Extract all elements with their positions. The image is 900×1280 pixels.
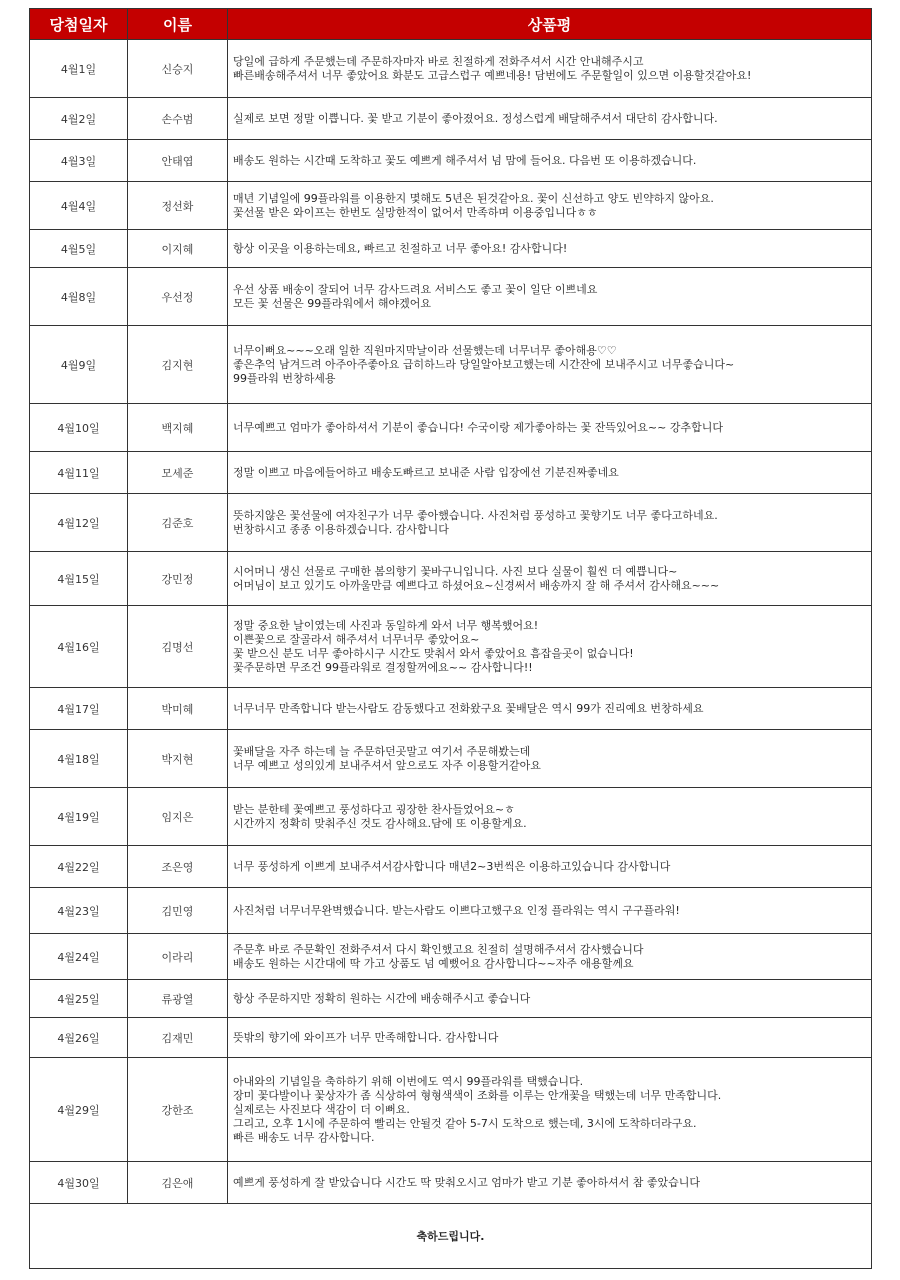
winner-name: 김민영 [128, 888, 228, 934]
congratulations-text: 축하드립니다. [30, 1204, 872, 1269]
review-line: 그리고, 오후 1시에 주문하여 빨리는 안될것 같아 5-7시 도착으로 했는데, 3시에 도착하더라구요. [233, 1116, 697, 1130]
winner-name: 박지현 [128, 730, 228, 788]
winner-name: 신승지 [128, 40, 228, 98]
winner-name: 이라리 [128, 934, 228, 980]
winner-name: 안태엽 [128, 140, 228, 182]
winner-name: 강민정 [128, 552, 228, 606]
review-text [228, 552, 872, 606]
review-line: 항상 이곳을 이용하는데요, 빠르고 친절하고 너무 좋아요! 감사합니다! [233, 241, 568, 255]
table-row [30, 846, 872, 888]
review-line: 당일에 급하게 주문했는데 주문하자마자 바로 친절하게 전화주셔서 시간 안내해주시고 [233, 54, 644, 68]
review-line: 빠른 배송도 너무 감사합니다. [233, 1130, 375, 1144]
winner-date: 4월26일 [30, 1018, 128, 1058]
winner-date: 4월12일 [30, 494, 128, 552]
winner-name: 정선화 [128, 182, 228, 230]
review-line: 매년 기념일에 99플라워를 이용한지 몇해도 5년은 된것같아요. 꽃이 신선하고 양도 빈약하지 않아요. [233, 191, 714, 205]
review-line: 실제로 보면 정말 이쁩니다. 꽃 받고 기분이 좋아졌어요. 정성스럽게 배달해주셔서 대단히 감사합니다. [233, 111, 718, 125]
review-line: 배송도 원하는 시간때 도착하고 꽃도 예쁘게 해주셔서 넘 맘에 들어요. 다음번 또 이용하겠습니다. [233, 153, 697, 167]
review-line: 정말 중요한 날이였는데 사진과 동일하게 와서 너무 행복했어요! [233, 618, 539, 632]
winner-date: 4월5일 [30, 230, 128, 268]
review-text [228, 730, 872, 788]
header-review: 상품평 [228, 9, 872, 40]
review-line: 주문후 바로 주문확인 전화주셔서 다시 확인했고요 친절히 설명해주셔서 감사했습니다 [233, 942, 644, 956]
review-text [228, 230, 872, 268]
winner-name: 김재민 [128, 1018, 228, 1058]
winner-date: 4월4일 [30, 182, 128, 230]
winner-name: 박미혜 [128, 688, 228, 730]
table-row [30, 182, 872, 230]
winner-name: 백지혜 [128, 404, 228, 452]
review-text [228, 140, 872, 182]
review-line: 시어머니 생신 선물로 구매한 봄의향기 꽃바구니입니다. 사진 보다 실물이 훨씬 더 예쁩니다~ [233, 564, 678, 578]
winner-date: 4월8일 [30, 268, 128, 326]
review-line: 번창하시고 종종 이용하겠습니다. 감사합니다 [233, 522, 449, 536]
review-text [228, 452, 872, 494]
review-text [228, 268, 872, 326]
review-text [228, 934, 872, 980]
winner-date: 4월24일 [30, 934, 128, 980]
review-line: 좋은추억 남겨드려 아주아주좋아요 급히하느라 당일알아보고했는데 시간잔에 보내주시고 너무좋습니다~ [233, 357, 735, 371]
winner-name: 우선정 [128, 268, 228, 326]
review-line: 빠른배송해주셔서 너무 좋았어요 화분도 고급스럽구 예쁘네용! 담번에도 주문할일이 있으면 이용할것같아요! [233, 68, 752, 82]
table-row [30, 452, 872, 494]
table-row [30, 788, 872, 846]
review-line: 사진처럼 너무너무완벽했습니다. 받는사람도 이쁘다고했구요 인정 플라워는 역시 구구플라워! [233, 903, 680, 917]
review-line: 아내와의 기념일을 축하하기 위해 이번에도 역시 99플라워를 택했습니다. [233, 1074, 584, 1088]
header-date: 당첨일자 [30, 9, 128, 40]
winner-date: 4월16일 [30, 606, 128, 688]
winner-name: 손수범 [128, 98, 228, 140]
table-row [30, 980, 872, 1018]
winner-date: 4월10일 [30, 404, 128, 452]
table-row [30, 1058, 872, 1162]
table-row [30, 40, 872, 98]
winner-date: 4월25일 [30, 980, 128, 1018]
review-line: 받는 분한테 꽃예쁘고 풍성하다고 굉장한 찬사들었어요~ㅎ [233, 802, 515, 816]
winner-name: 김준호 [128, 494, 228, 552]
review-text [228, 788, 872, 846]
review-text [228, 182, 872, 230]
review-text [228, 688, 872, 730]
review-text [228, 98, 872, 140]
table-row [30, 98, 872, 140]
review-text [228, 888, 872, 934]
review-line: 배송도 원하는 시간대에 딱 가고 상품도 넘 예뻤어요 감사합니다~~자주 애용할께요 [233, 956, 634, 970]
review-winners-table [29, 8, 872, 1269]
review-line: 어머님이 보고 있기도 아까울만큼 예쁘다고 하셨어요~신경써서 배송까지 잘 해 주셔서 감사해요~~~ [233, 578, 720, 592]
table-row [30, 404, 872, 452]
review-line: 정말 이쁘고 마음에들어하고 배송도빠르고 보내준 사람 입장에선 기분진짜좋네요 [233, 465, 619, 479]
winner-name: 류광열 [128, 980, 228, 1018]
table-row [30, 688, 872, 730]
review-line: 우선 상품 배송이 잘되어 너무 감사드려요 서비스도 좋고 꽃이 일단 이쁘네요 [233, 282, 598, 296]
review-line: 99플라워 번창하세용 [233, 371, 336, 385]
winner-date: 4월2일 [30, 98, 128, 140]
winner-date: 4월22일 [30, 846, 128, 888]
review-line: 너무 풍성하게 이쁘게 보내주셔서감사합니다 매년2~3번씩은 이용하고있습니다 감사합니다 [233, 859, 671, 873]
review-line: 꽃선물 받은 와이프는 한번도 실망한적이 없어서 만족하며 이용중입니다ㅎㅎ [233, 205, 598, 219]
table-row [30, 1162, 872, 1204]
review-text [228, 1018, 872, 1058]
review-line: 모든 꽃 선물은 99플라워에서 해야겠어요 [233, 296, 431, 310]
winner-name: 이지혜 [128, 230, 228, 268]
winner-name: 임지은 [128, 788, 228, 846]
review-line: 예쁘게 풍성하게 잘 받았습니다 시간도 딱 맞춰오시고 엄마가 받고 기분 좋아하셔서 참 좋았습니다 [233, 1175, 700, 1189]
winner-date: 4월18일 [30, 730, 128, 788]
review-text [228, 1162, 872, 1204]
review-line: 꽃배달을 자주 하는데 늘 주문하던곳말고 여기서 주문해봤는데 [233, 744, 531, 758]
table-row [30, 268, 872, 326]
review-line: 시간까지 정확히 맞춰주신 것도 감사해요.담에 또 이용할게요. [233, 816, 527, 830]
winner-name: 김은애 [128, 1162, 228, 1204]
header-name: 이름 [128, 9, 228, 40]
review-text [228, 980, 872, 1018]
review-line: 너무예쁘고 엄마가 좋아하셔서 기분이 좋습니다! 수국이랑 제가좋아하는 꽃 잔뜩있어요~~ 강추합니다 [233, 420, 723, 434]
footer-row [30, 1204, 872, 1269]
winner-name: 김명선 [128, 606, 228, 688]
table-row [30, 552, 872, 606]
review-line: 너무이뻐요~~~오래 일한 직원마지막날이라 선물했는데 너무너무 좋아해용♡♡ [233, 343, 617, 357]
table-row [30, 140, 872, 182]
review-text [228, 606, 872, 688]
winner-date: 4월3일 [30, 140, 128, 182]
winner-name: 모세준 [128, 452, 228, 494]
winner-name: 강한조 [128, 1058, 228, 1162]
winner-date: 4월15일 [30, 552, 128, 606]
review-text [228, 40, 872, 98]
review-line: 항상 주문하지만 정확히 원하는 시간에 배송해주시고 좋습니다 [233, 991, 531, 1005]
review-line: 뜻밖의 향기에 와이프가 너무 만족해합니다. 감사합니다 [233, 1030, 499, 1044]
winner-date: 4월9일 [30, 326, 128, 404]
review-line: 뜻하지않은 꽃선물에 여자친구가 너무 좋아했습니다. 사진처럼 풍성하고 꽃향기도 너무 좋다고하네요. [233, 508, 718, 522]
winner-date: 4월1일 [30, 40, 128, 98]
table-row [30, 326, 872, 404]
table-row [30, 730, 872, 788]
table-body [30, 40, 872, 1204]
table-row [30, 230, 872, 268]
table-row [30, 888, 872, 934]
table-row [30, 606, 872, 688]
review-text [228, 494, 872, 552]
winner-date: 4월29일 [30, 1058, 128, 1162]
winner-date: 4월17일 [30, 688, 128, 730]
winner-date: 4월19일 [30, 788, 128, 846]
review-text [228, 1058, 872, 1162]
review-line: 꽃주문하면 무조건 99플라워로 결정할꺼에요~~ 감사합니다!! [233, 660, 533, 674]
winner-name: 조은영 [128, 846, 228, 888]
winner-name: 김지현 [128, 326, 228, 404]
review-text [228, 846, 872, 888]
review-text [228, 404, 872, 452]
winner-date: 4월23일 [30, 888, 128, 934]
review-line: 꽃 받으신 분도 너무 좋아하시구 시간도 맞춰서 와서 좋았어요 흠잡을곳이 없습니다! [233, 646, 634, 660]
table-header-row [30, 9, 872, 40]
winner-date: 4월30일 [30, 1162, 128, 1204]
table-row [30, 1018, 872, 1058]
review-line: 너무 예쁘고 성의있게 보내주셔서 앞으로도 자주 이용할거같아요 [233, 758, 541, 772]
review-line: 장미 꽃다발이나 꽃상자가 좀 식상하여 형형색색이 조화를 이루는 안개꽃을 택했는데 너무 만족합니다. [233, 1088, 722, 1102]
table-row [30, 494, 872, 552]
review-text [228, 326, 872, 404]
winner-date: 4월11일 [30, 452, 128, 494]
table-row [30, 934, 872, 980]
review-line: 실제로는 사진보다 색감이 더 이뻐요. [233, 1102, 410, 1116]
review-line: 너무너무 만족합니다 받는사람도 감동했다고 전화왔구요 꽃배달은 역시 99가 진리예요 번창하세요 [233, 701, 704, 715]
review-line: 이쁜꽃으로 잘골라서 해주셔서 너무너무 좋았어요~ [233, 632, 480, 646]
